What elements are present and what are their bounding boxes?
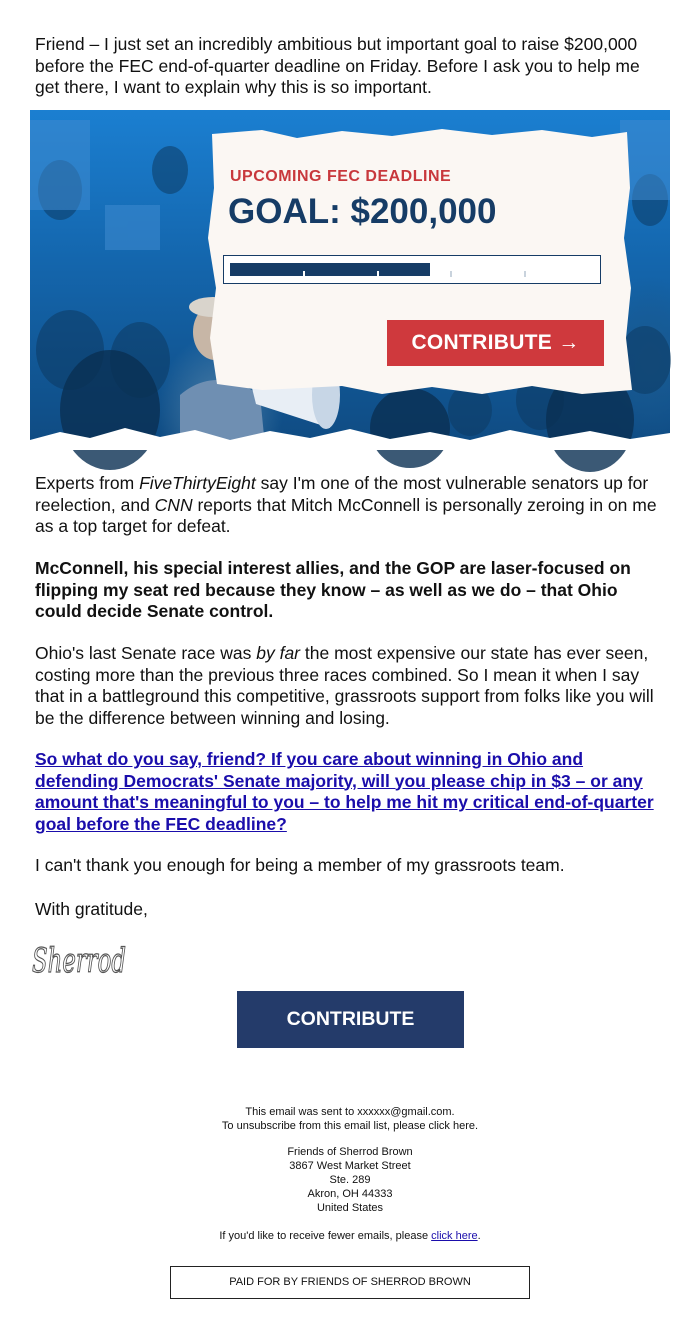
paid-for-disclaimer: PAID FOR BY FRIENDS OF SHERROD BROWN <box>170 1266 530 1299</box>
deadline-kicker: UPCOMING FEC DEADLINE <box>230 168 452 185</box>
banner-contribute-button[interactable]: CONTRIBUTE → <box>387 320 604 366</box>
chip-in-link[interactable]: So what do you say, friend? If you care about winning in Ohio and defending Democrats' Senate majority, will you please chip in $3 – or any amount that's meaningful to you – to help me hit my critical end-of-quarter goal before the FEC deadline? <box>35 749 654 834</box>
unsubscribe-text[interactable]: To unsubscribe from this email list, please click here. <box>221 1120 479 1132</box>
ohio-race-paragraph <box>35 643 665 729</box>
intro-paragraph <box>35 34 665 99</box>
para3-text <box>35 643 665 729</box>
fewer-emails-prefix: If you'd like to receive fewer emails, please <box>219 1230 432 1242</box>
footer-notice <box>100 1105 600 1133</box>
sent-to-text: This email was sent to xxxxxx@gmail.com. <box>245 1106 455 1118</box>
city-state-zip: Akron, OH 44333 <box>307 1188 393 1200</box>
mcconnell-paragraph <box>35 558 665 623</box>
closing-text: With gratitude, <box>35 899 148 919</box>
para1-part: say I'm one of the most vulnerable senators up for reelection, and <box>35 473 649 515</box>
intro-text: Friend – I just set an incredibly ambitious but important goal to raise $200,000 before the FEC end-of-quarter deadline on Friday. Before I ask you to help me get there, I want to explain why this is so important. <box>35 34 640 97</box>
progress-tick <box>524 271 526 277</box>
goal-amount: GOAL: $200,000 <box>228 192 497 231</box>
fec-deadline-banner[interactable] <box>30 110 670 446</box>
by-far-italic: by far <box>256 643 301 663</box>
para3-part: Ohio's last Senate race was <box>35 643 257 663</box>
progress-tick <box>377 271 379 277</box>
progress-tick <box>450 271 452 277</box>
goal-progress-fill <box>230 263 430 276</box>
vulnerable-senator-paragraph <box>35 473 665 538</box>
fewer-emails-link[interactable]: click here <box>431 1230 478 1242</box>
progress-tick <box>303 271 305 277</box>
footer-address <box>100 1145 600 1215</box>
fewer-emails-suffix: . <box>477 1230 481 1242</box>
para3-part: the most expensive our state has ever seen, costing more than the previous three races combined. So I mean it when I say that in a battleground this competitive, grassroots support from folks like you will be the difference between winning and losing. <box>35 643 654 728</box>
street-address: 3867 West Market Street <box>289 1160 411 1172</box>
handwritten-signature <box>30 928 130 984</box>
ask-paragraph <box>35 749 665 835</box>
cnn-italic: CNN <box>154 494 193 515</box>
thanks-paragraph <box>35 855 665 877</box>
para1-part: reports that Mitch McConnell is personally zeroing in on me as a top target for defeat. <box>35 494 657 536</box>
para1-part: Experts from <box>35 473 140 493</box>
para2-text: McConnell, his special interest allies, and the GOP are laser-focused on flipping my seat red because they know – as well as we do – that Ohio could decide Senate control. <box>35 558 631 621</box>
fewer-emails-line <box>100 1229 600 1243</box>
country: United States <box>316 1202 384 1214</box>
org-name: Friends of Sherrod Brown <box>287 1146 413 1158</box>
goal-progress-bar <box>223 255 601 284</box>
signature-text: Sherrod <box>32 941 127 981</box>
torn-bottom-edge <box>30 410 670 450</box>
para1-text <box>35 473 665 538</box>
thanks-text: I can't thank you enough for being a member of my grassroots team. <box>35 855 565 875</box>
contribute-button[interactable]: CONTRIBUTE <box>237 991 464 1048</box>
suite: Ste. 289 <box>329 1174 371 1186</box>
fivethirtyeight-italic: FiveThirtyEight <box>139 473 256 493</box>
closing-paragraph <box>35 899 665 921</box>
